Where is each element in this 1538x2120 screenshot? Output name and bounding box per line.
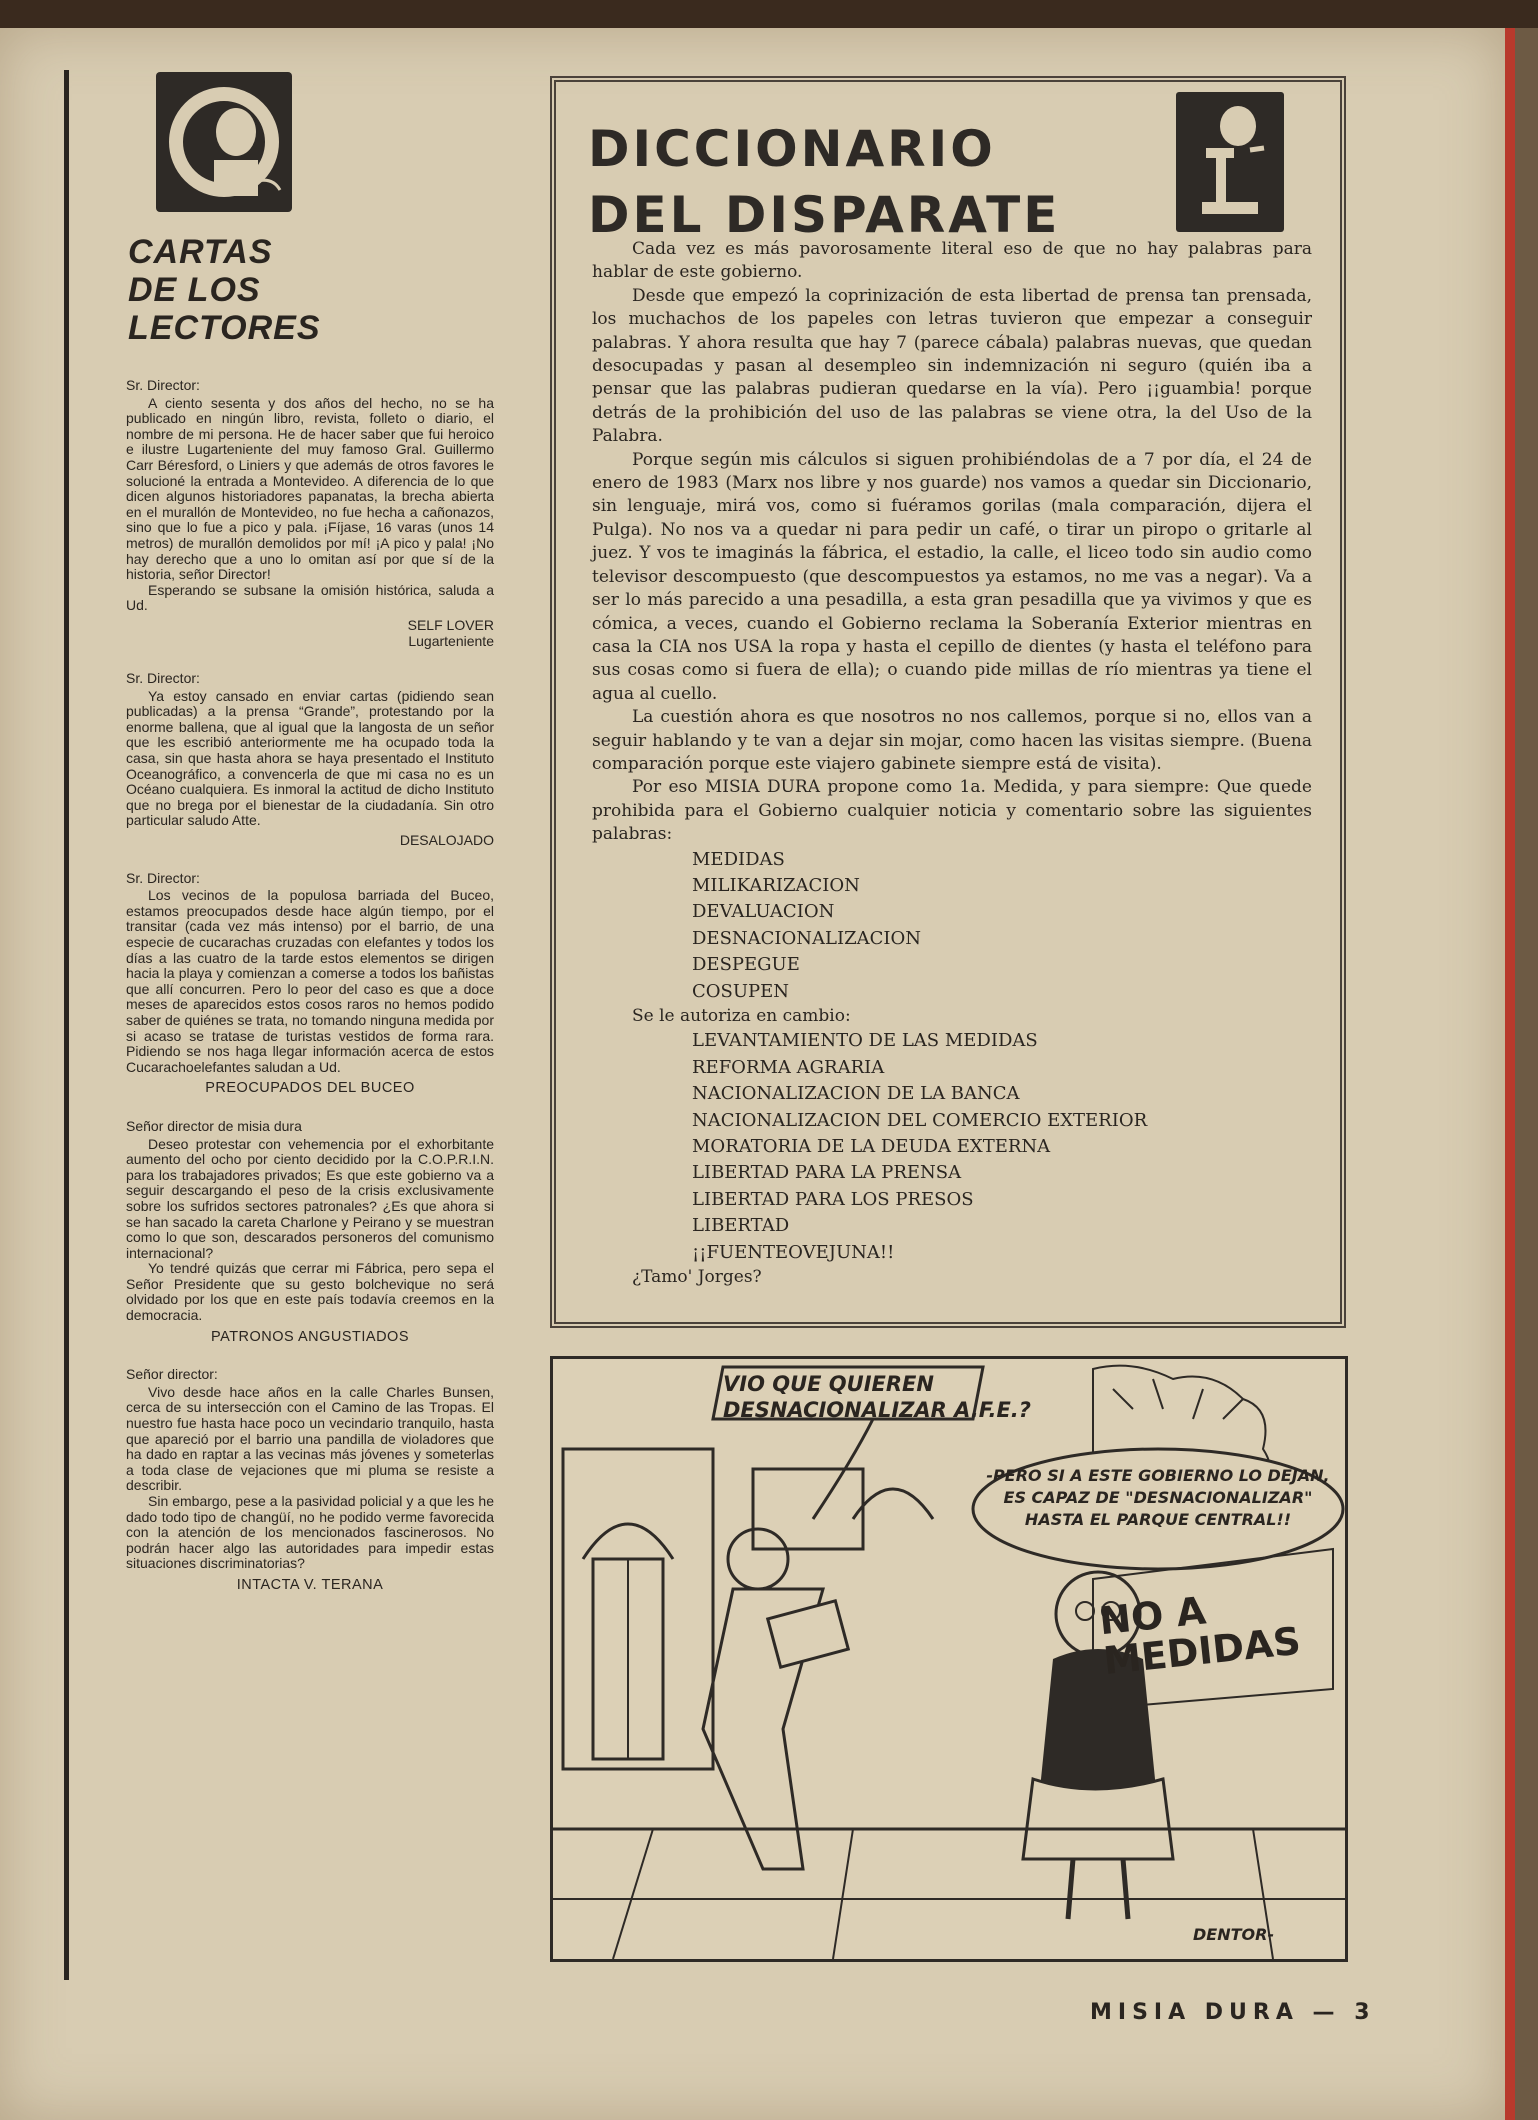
speech-bubble-left: VIO QUE QUIEREN DESNACIONALIZAR A.F.E.?	[723, 1372, 1031, 1422]
protest-sign: NO A MEDIDAS	[1097, 1588, 1303, 1684]
letter-signature: DESALOJADO	[399, 832, 494, 849]
dictionary-paragraph: La cuestión ahora es que nosotros no nos callemos, porque si no, ellos van a seguir hablando y te van a dejar sin mojar, como hacen las visitas siempre. (Buena comparación porque este viajero gabinete siempre está de visita).	[592, 707, 1312, 774]
letter-salutation: Señor director:	[126, 1366, 218, 1383]
letter-paragraph: A ciento sesenta y dos años del hecho, no se ha publicado en ningún libro, revista, folleto o diario, el nombre de mi persona. He de hacer saber que fui heroico e ilustre Lugarteniente del muy famoso Gral. Guillermo Carr Béresford, o Liniers y que además de otros favores le solucioné la entrada a Montevideo. A diferencia de lo que dicen algunos historiadores papanatas, la brecha abierta en el murallón de Montevideo, no fue hecha a cañonazos, sino que lo fue a pico y pala. ¡Fíjase, 16 varas (unos 14 metros) de murallón demolidos por mí! ¡A pico y pala! ¡No hay derecho que a uno lo omitan así por que sí de la historia, señor Director!	[126, 394, 494, 583]
letter-salutation: Sr. Director:	[126, 869, 200, 886]
letter-paragraph: Vivo desde hace años en la calle Charles Bunsen, cerca de su intersección con el Camino de las Tropas. El nuestro fue hasta hace poco un vecindario tranquilo, hasta que apareció por el barrio una pandilla de violadores que ha dado en raptar a las vecinas más jóvenes y someterlas a toda clase de vejaciones que mi pluma se resiste a describir.	[126, 1383, 494, 1494]
column-rule	[64, 70, 69, 1980]
dictionary-paragraph: Desde que empezó la coprinización de esta libertad de prensa tan prensada, los muchachos de los papeles con letras tuvieron que empezar a conseguir palabras. Y ahora resulta que hay 7 (parece cábala) palabras nuevas, que quedan desocupadas y pasan al desempleo sin indemnización ni seguro (quién iba a pensar que las palabras pudieran quedarse en la vía). Pero ¡¡guambia! porque detrás de la prohibición del uso de las palabras se viene otra, la del Uso de la Palabra.	[592, 285, 1312, 447]
letter-salutation: Sr. Director:	[126, 377, 200, 393]
letter	[126, 671, 494, 849]
authorized-word: LEVANTAMIENTO DE LAS MEDIDAS	[692, 1030, 1038, 1052]
letter-paragraph: Sin embargo, pese a la pasividad policial y a que les he dado todo tipo de changüí, no he podido verme favorecida con la atención de los mencionados fascinerosos. No podrán hacer algo las autoridades para impedir estas situaciones discriminatorias?	[126, 1493, 494, 1572]
speech-bubble-right: -PERO SI A ESTE GOBIERNO LO DEJAN, ES CAPAZ DE "DESNACIONALIZAR" HASTA EL PARQUE CENTRAL!!	[986, 1466, 1330, 1529]
letter-paragraph: Ya estoy cansado en enviar cartas (pidiendo sean publicadas) a la prensa “Grande”, protestando por la enorme ballena, que al igual que la langosta de un señor que les escribió anteriormente me ha ocupado toda la casa, sin que hasta ahora se haya presentado el Instituto Oceanográfico, a convencerla de que mi casa no es un Océano cualquiera. Es inmoral la actitud de dicho Instituto que no brega por el bienestar de la ciudadanía. Sin otro particular saludo Atte.	[126, 687, 494, 829]
authorized-word: MORATORIA DE LA DEUDA EXTERNA	[692, 1136, 1051, 1158]
dictionary-body	[592, 238, 1312, 1289]
prohibited-word: DESNACIONALIZACION	[692, 927, 921, 949]
dictionary-paragraph: Porque según mis cálculos si siguen prohibiéndolas de a 7 por día, el 24 de enero de 1983 (Marx nos libre y nos guarde) nos vamos a quedar sin Diccionario, sin lenguaje, mirá vos, como si fuéramos gorilas (mala comparación, dijera el Pulga). No nos va a quedar ni para pedir un café, o tirar un piropo o gritarle al juez. Y vos te imaginás la fábrica, el estadio, la calle, el liceo todo sin audio como televisor descompuesto (que descompuestos ya estamos, no me vas a negar). Va a ser lo más parecido a una pesadilla, a esta gran pesadilla que ya vivimos y que es cómica, a veces, cuando el Gobierno reclama la Soberanía Exterior mientras en casa la CIA nos USA la ropa y hasta el cepillo de dientes (y hasta el teléfono para sus cosas como si fuera de ella); o cuando pide millas de río mientras ya tiene el agua al cuello.	[592, 449, 1312, 704]
authorized-word: LIBERTAD	[692, 1215, 790, 1237]
letter	[126, 871, 494, 1097]
prohibited-word: MILIKARIZACION	[692, 874, 860, 896]
page-footer: MISIA DURA — 3	[1090, 2000, 1376, 2025]
authorized-word: NACIONALIZACION DEL COMERCIO EXTERIOR	[692, 1109, 1148, 1131]
prohibited-word: COSUPEN	[692, 980, 790, 1002]
letters-logo-icon	[156, 72, 292, 212]
dictionary-closing: ¿Tamo' Jorges?	[632, 1267, 762, 1288]
dictionary-title-line: DEL DISPARATE	[588, 186, 1061, 244]
letter-signature-title: Lugarteniente	[408, 632, 494, 649]
dictionary-logo-icon	[1176, 92, 1284, 232]
dictionary-paragraph: Por eso MISIA DURA propone como 1a. Medida, y para siempre: Que quede prohibida para el Gobierno cualquier noticia y comentario sobre las siguientes palabras:	[592, 777, 1312, 845]
page-edge-red	[1505, 28, 1515, 2120]
letter-paragraph: Deseo protestar con vehemencia por el exhorbitante aumento del ocho por ciento decidido por la C.O.P.R.I.N. para los trabajadores privados; Es que este gobierno va a seguir descargando el peso de la crisis exclusivamente sobre los sufridos sectores patronales? ¿Es que ahora si se han sacado la careta Charlone y Peirano y se muestran como lo que son, descarados personeros del comunismo internacional?	[126, 1135, 494, 1261]
letter-signature: PREOCUPADOS DEL BUCEO	[205, 1080, 415, 1097]
letter-signature: SELF LOVER	[407, 616, 494, 633]
dictionary-paragraph: Cada vez es más pavorosamente literal eso de que no hay palabras para hablar de este gobierno.	[592, 239, 1312, 283]
letters-list	[126, 378, 494, 1616]
prohibited-word: MEDIDAS	[692, 848, 785, 870]
dictionary-title	[588, 116, 1060, 248]
letter	[126, 1367, 494, 1593]
prohibited-word: DEVALUACION	[692, 901, 835, 923]
letter	[126, 378, 494, 649]
letter-salutation: Señor director de misia dura	[126, 1117, 302, 1134]
authorized-word: NACIONALIZACION DE LA BANCA	[692, 1083, 1020, 1105]
authorized-word: LIBERTAD PARA LOS PRESOS	[692, 1188, 974, 1210]
letter-salutation: Sr. Director:	[126, 670, 200, 687]
authorized-word: LIBERTAD PARA LA PRENSA	[692, 1162, 962, 1184]
authorized-words-list	[592, 1028, 1312, 1266]
page-edge-shadow	[1515, 28, 1538, 2120]
letters-section-title	[128, 233, 368, 347]
letter-signature: INTACTA V. TERANA	[236, 1576, 384, 1593]
letter-paragraph: Los vecinos de la populosa barriada del Buceo, estamos preocupados desde hace algún tiempo, por el transitar (cada vez más intenso) por el barrio, de una especie de cucarachas cruzadas con elefantes y todos los días a las cuatro de la tarde estos elementos se dirigen hacia la playa y comienzan a comerse a todos los bañistas que allí concurren. Pero lo peor del caso es que a doce meses de aparecidos estos cosos raros no hemos podido saber de quiénes se trata, no tomando ninguna medida por si acaso se tratase de turistas vestidos de forma rara. Pidiendo se nos haga llegar información acerca de estos Cucarachoelefantes saludan a Ud.	[126, 887, 494, 1075]
authorized-word: ¡¡FUENTEOVEJUNA!!	[692, 1241, 895, 1263]
letter-signature: PATRONOS ANGUSTIADOS	[211, 1328, 409, 1345]
title-line: LECTORES	[128, 309, 321, 347]
title-line: CARTAS	[128, 233, 273, 271]
dictionary-title-line: DICCIONARIO	[588, 120, 996, 178]
authorized-word: REFORMA AGRARIA	[692, 1056, 885, 1078]
letter	[126, 1119, 494, 1345]
letter-paragraph: Esperando se subsane la omisión histórica, saluda a Ud.	[126, 581, 494, 614]
prohibited-word: DESPEGUE	[692, 954, 800, 976]
cartoon-panel	[550, 1356, 1348, 1962]
title-line: DE LOS	[128, 271, 261, 309]
prohibited-words-list	[592, 847, 1312, 1005]
authorized-intro: Se le autoriza en cambio:	[632, 1006, 851, 1026]
cartoonist-signature: DENTOR-	[1193, 1925, 1275, 1944]
letter-paragraph: Yo tendré quizás que cerrar mi Fábrica, pero sepa el Señor Presidente que su gesto bolchevique no será olvidado por los que en este país todavía creemos en la democracia.	[126, 1260, 494, 1324]
